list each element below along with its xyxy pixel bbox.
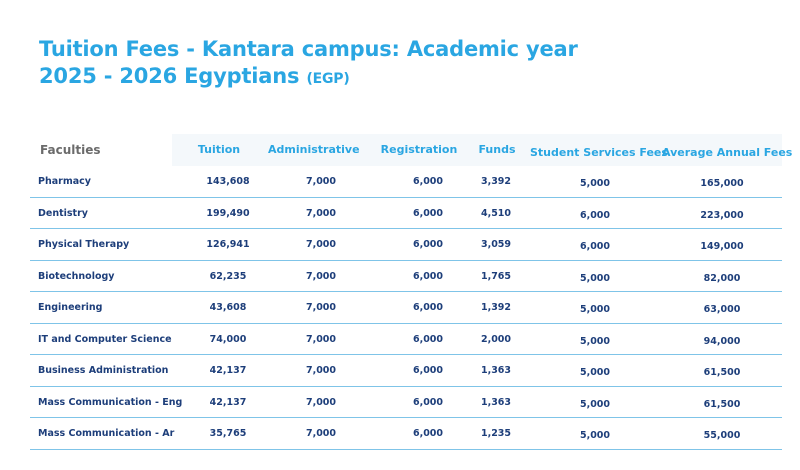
table-row xyxy=(30,418,782,450)
fees-table xyxy=(30,134,793,450)
cell-registration: 6,000 xyxy=(412,176,444,187)
currency-label: (EGP) xyxy=(306,71,350,87)
table-row xyxy=(30,229,782,261)
cell-average-annual: 55,000 xyxy=(703,430,741,441)
cell-faculty: Business Administration xyxy=(38,365,169,376)
cell-tuition: 43,608 xyxy=(209,302,247,313)
cell-student-services: 6,000 xyxy=(579,209,611,221)
cell-funds: 1,392 xyxy=(480,302,512,313)
cell-student-services: 5,000 xyxy=(579,398,611,410)
cell-average-annual: 63,000 xyxy=(703,304,741,315)
cell-faculty: Biotechnology xyxy=(38,270,115,282)
cell-student-services: 5,000 xyxy=(579,335,611,347)
cell-funds: 2,000 xyxy=(480,333,512,345)
table-row xyxy=(30,324,782,356)
cell-tuition: 62,235 xyxy=(209,270,247,282)
cell-registration: 6,000 xyxy=(412,365,444,376)
cell-funds: 4,510 xyxy=(480,207,512,219)
cell-tuition: 126,941 xyxy=(206,239,250,250)
cell-faculty: Dentistry xyxy=(38,207,88,219)
cell-administrative: 7,000 xyxy=(305,270,337,282)
cell-student-services: 6,000 xyxy=(579,241,611,252)
cell-tuition: 199,490 xyxy=(206,207,250,219)
cell-faculty: Mass Communication - Eng xyxy=(38,396,183,408)
header-funds: Funds xyxy=(478,143,516,156)
table-header xyxy=(30,134,793,166)
cell-faculty: Engineering xyxy=(38,302,103,313)
cell-administrative: 7,000 xyxy=(305,239,337,250)
table-row xyxy=(30,261,782,293)
header-faculties: Faculties xyxy=(40,143,101,157)
cell-registration: 6,000 xyxy=(412,396,444,408)
cell-faculty: Mass Communication - Ar xyxy=(38,428,175,439)
cell-student-services: 5,000 xyxy=(579,272,611,284)
cell-administrative: 7,000 xyxy=(305,302,337,313)
cell-tuition: 35,765 xyxy=(209,428,247,439)
cell-registration: 6,000 xyxy=(412,239,444,250)
cell-registration: 6,000 xyxy=(412,207,444,219)
cell-average-annual: 149,000 xyxy=(700,241,744,252)
cell-average-annual: 61,500 xyxy=(703,367,741,378)
cell-tuition: 74,000 xyxy=(209,333,247,345)
cell-administrative: 7,000 xyxy=(305,428,337,439)
table-row xyxy=(30,387,782,419)
page-title xyxy=(39,36,578,93)
header-administrative: Administrative xyxy=(268,143,360,156)
cell-registration: 6,000 xyxy=(412,302,444,313)
cell-average-annual: 223,000 xyxy=(700,209,744,221)
cell-administrative: 7,000 xyxy=(305,333,337,345)
cell-funds: 1,363 xyxy=(480,396,512,408)
header-tuition: Tuition xyxy=(197,143,241,156)
cell-registration: 6,000 xyxy=(412,270,444,282)
cell-faculty: Pharmacy xyxy=(38,176,91,187)
cell-tuition: 42,137 xyxy=(209,396,247,408)
table-row xyxy=(30,166,782,198)
header-student-services-fees: Student Services Fees xyxy=(530,146,668,159)
cell-registration: 6,000 xyxy=(412,428,444,439)
cell-tuition: 143,608 xyxy=(206,176,250,187)
cell-administrative: 7,000 xyxy=(305,176,337,187)
table-body xyxy=(30,166,782,450)
cell-administrative: 7,000 xyxy=(305,207,337,219)
cell-student-services: 5,000 xyxy=(579,367,611,378)
header-average-annual-fees: Average Annual Fees xyxy=(662,146,793,159)
header-registration: Registration xyxy=(380,143,458,156)
cell-faculty: IT and Computer Science xyxy=(38,333,172,345)
cell-average-annual: 165,000 xyxy=(700,178,744,189)
cell-funds: 3,059 xyxy=(480,239,512,250)
title-line-1: Tuition Fees - Kantara campus: Academic year xyxy=(39,37,578,61)
table-row xyxy=(30,292,782,324)
cell-funds: 1,363 xyxy=(480,365,512,376)
cell-administrative: 7,000 xyxy=(305,396,337,408)
cell-funds: 3,392 xyxy=(480,176,512,187)
cell-student-services: 5,000 xyxy=(579,178,611,189)
table-row xyxy=(30,355,782,387)
cell-administrative: 7,000 xyxy=(305,365,337,376)
cell-student-services: 5,000 xyxy=(579,304,611,315)
cell-average-annual: 82,000 xyxy=(703,272,741,284)
cell-average-annual: 61,500 xyxy=(703,398,741,410)
cell-tuition: 42,137 xyxy=(209,365,247,376)
cell-average-annual: 94,000 xyxy=(703,335,741,347)
table-row xyxy=(30,198,782,230)
cell-funds: 1,765 xyxy=(480,270,512,282)
cell-registration: 6,000 xyxy=(412,333,444,345)
cell-faculty: Physical Therapy xyxy=(38,239,130,250)
cell-student-services: 5,000 xyxy=(579,430,611,441)
cell-funds: 1,235 xyxy=(480,428,512,439)
title-line-2: 2025 - 2026 Egyptians xyxy=(39,64,300,88)
